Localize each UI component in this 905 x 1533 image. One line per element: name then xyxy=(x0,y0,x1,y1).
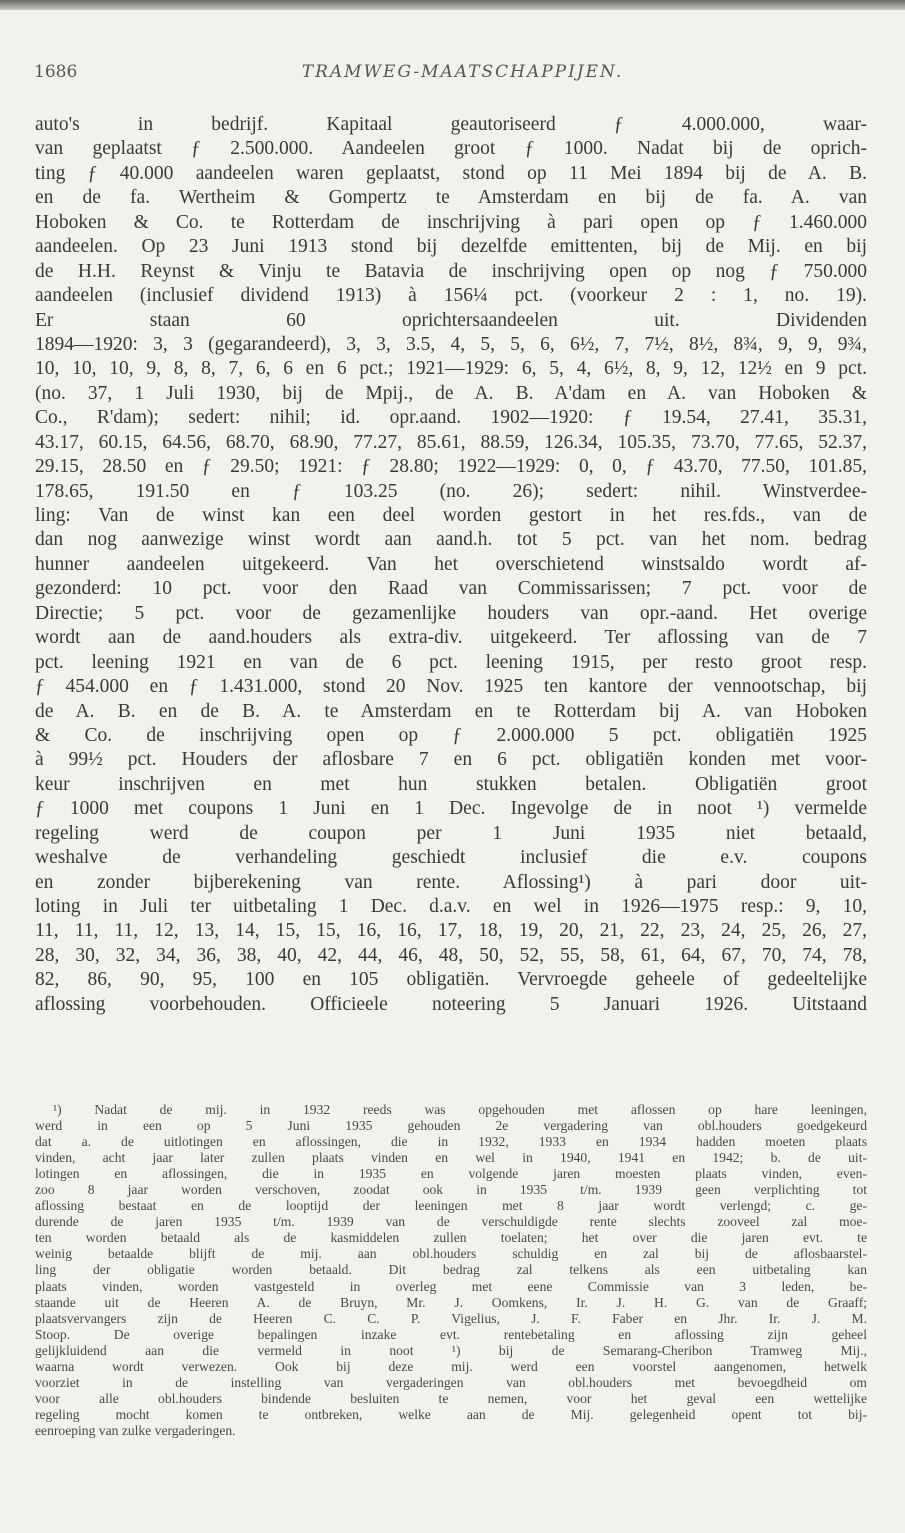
page-header xyxy=(34,62,871,88)
body-line: 178.65, 191.50 en ƒ 103.25 (no. 26); sedert: nihil. Winstverdee- xyxy=(35,480,867,502)
body-line: keur inschrijven en met hun stukken betalen. Obligatiën groot xyxy=(35,773,867,795)
body-line: hunner aandeelen uitgekeerd. Van het overschietend winstsaldo wordt af- xyxy=(35,553,867,575)
body-line: aandeelen (inclusief dividend 1913) à 156¼ pct. (voorkeur 2 : 1, no. 19). xyxy=(35,285,867,307)
footnote-line: eenroeping van zulke vergaderingen. xyxy=(35,1422,236,1438)
footnote-line: waarna wordt verwezen. Ook bij deze mij. werd een voorstel aangenomen, hetwelk xyxy=(35,1358,867,1374)
body-line: dan nog aanwezige winst wordt aan aand.h. tot 5 pct. van het nom. bedrag xyxy=(35,529,867,551)
body-line: (no. 37, 1 Juli 1930, bij de Mpij., de A. B. A'dam en A. van Hoboken & xyxy=(35,382,867,404)
footnote-line: durende de jaren 1935 t/m. 1939 van de verschuldigde rente slechts zooveel zal moe- xyxy=(35,1214,867,1230)
body-line: weshalve de verhandeling geschiedt inclusief die e.v. coupons xyxy=(35,847,867,869)
body-line: ƒ 1000 met coupons 1 Juni en 1 Dec. Ingevolge de in noot ¹) vermelde xyxy=(35,798,867,820)
body-line: & Co. de inschrijving open op ƒ 2.000.000 5 pct. obligatiën 1925 xyxy=(35,724,867,746)
footnote-line: zoo 8 jaar worden verschoven, zoodat ook in 1935 t/m. 1939 geen verplichting tot xyxy=(35,1182,867,1198)
body-line: de A. B. en de B. A. te Amsterdam en te Rotterdam bij A. van Hoboken xyxy=(35,700,867,722)
footnote-line: plaats vinden, worden vastgesteld in overleg met eene Commissie van 3 leden, be- xyxy=(35,1278,867,1294)
footnote-line: voorziet in de instelling van vergaderingen van obl.houders met bevoegdheid om xyxy=(35,1374,867,1390)
running-title: TRAMWEG-MAATSCHAPPIJEN. xyxy=(301,62,624,82)
page-number: 1686 xyxy=(34,62,78,82)
body-line: 11, 11, 11, 12, 13, 14, 15, 15, 16, 16, 17, 18, 19, 20, 21, 22, 23, 24, 25, 26, 27, xyxy=(35,920,867,942)
footnote-line: Stoop. De overige bepalingen inzake evt. rentebetaling en aflossing zijn geheel xyxy=(35,1326,867,1342)
footnote-line: staande uit de Heeren A. de Bruyn, Mr. J. Oomkens, Ir. J. H. G. van de Graaff; xyxy=(35,1294,867,1310)
body-line: auto's in bedrijf. Kapitaal geautoriseerd ƒ 4.000.000, waar- xyxy=(35,114,867,135)
body-line: Hoboken & Co. te Rotterdam de inschrijving à pari open op ƒ 1.460.000 xyxy=(35,211,867,233)
body-line: ƒ 454.000 en ƒ 1.431.000, stond 20 Nov. 1925 ten kantore der vennootschap, bij xyxy=(35,676,867,698)
footnote-line: plaatsvervangers zijn de Heeren C. C. P. Vigelius, J. F. Faber en Jhr. Ir. J. M. xyxy=(35,1310,867,1326)
body-line: wordt aan de aand.houders als extra-div. uitgekeerd. Ter aflossing van de 7 xyxy=(35,627,867,649)
footnote-line: vinden, acht jaar later zullen plaats vinden en wel in 1940, 1941 en 1942; b. de uit- xyxy=(35,1150,867,1166)
body-line: regeling werd de coupon per 1 Juni 1935 niet betaald, xyxy=(35,822,867,844)
footnote-line: dat a. de uitlotingen en aflossingen, die in 1932, 1933 en 1934 hadden moeten plaats xyxy=(35,1134,867,1150)
footnote-line: ¹) Nadat de mij. in 1932 reeds was opgehouden met aflossen op hare leeningen, xyxy=(53,1102,867,1117)
body-line: pct. leening 1921 en van de 6 pct. leening 1915, per resto groot resp. xyxy=(35,651,867,673)
body-line: aandeelen. Op 23 Juni 1913 stond bij dezelfde emittenten, bij de Mij. en bij xyxy=(35,236,867,258)
footnote-line: weinig betaalde blijft de mij. aan obl.houders schuldig en zal bij de aflosbaarstel- xyxy=(35,1246,867,1262)
body-line: aflossing voorbehouden. Officieele noteering 5 Januari 1926. Uitstaand xyxy=(35,993,867,1015)
body-line: 43.17, 60.15, 64.56, 68.70, 68.90, 77.27, 85.61, 88.59, 126.34, 105.35, 73.70, 77.65, 52.37, xyxy=(35,431,867,453)
body-line: van geplaatst ƒ 2.500.000. Aandeelen groot ƒ 1000. Nadat bij de oprich- xyxy=(35,138,867,160)
footnote-line: gelijkluidend aan die vermeld in noot ¹) bij de Semarang-Cheribon Tramweg Mij., xyxy=(35,1342,867,1358)
body-line: Co., R'dam); sedert: nihil; id. opr.aand. 1902—1920: ƒ 19.54, 27.41, 35.31, xyxy=(35,407,867,429)
footnote-line: aflossing bestaat en de looptijd der leeningen met 8 jaar wordt verlengd; c. ge- xyxy=(35,1198,867,1214)
body-line: 28, 30, 32, 34, 36, 38, 40, 42, 44, 46, 48, 50, 52, 55, 58, 61, 64, 67, 70, 74, 78, xyxy=(35,944,867,966)
body-line: à 99½ pct. Houders der aflosbare 7 en 6 pct. obligatiën konden met voor- xyxy=(35,749,867,771)
body-line: en zonder bijberekening van rente. Aflossing¹) à pari door uit- xyxy=(35,871,867,893)
footnote-line: ling der obligatie worden betaald. Dit bedrag zal telkens als een uitbetaling kan xyxy=(35,1262,867,1278)
body-line: ting ƒ 40.000 aandeelen waren geplaatst, stond op 11 Mei 1894 bij de A. B. xyxy=(35,162,867,184)
body-line: 82, 86, 90, 95, 100 en 105 obligatiën. Vervroegde geheele of gedeeltelijke xyxy=(35,969,867,991)
footnote-line: werd in een op 5 Juni 1935 gehouden 2e vergadering van obl.houders goedgekeurd xyxy=(35,1118,867,1134)
footnote-line: voor alle obl.houders bindende besluiten te nemen, voor het geval een wettelijke xyxy=(35,1390,867,1406)
footnotes xyxy=(35,1102,867,1439)
body-line: loting in Juli ter uitbetaling 1 Dec. d.a.v. en wel in 1926—1975 resp.: 9, 10, xyxy=(35,896,867,917)
body-text xyxy=(35,113,867,1017)
body-line: de H.H. Reynst & Vinju te Batavia de inschrijving open op nog ƒ 750.000 xyxy=(35,260,867,282)
body-line: 29.15, 28.50 en ƒ 29.50; 1921: ƒ 28.80; 1922—1929: 0, 0, ƒ 43.70, 77.50, 101.85, xyxy=(35,456,867,478)
footnote-line: lotingen en aflossingen, die in 1935 en volgende jaren moesten plaats vinden, even- xyxy=(35,1166,867,1182)
body-line: gezonderd: 10 pct. voor den Raad van Commissarissen; 7 pct. voor de xyxy=(35,578,867,600)
body-line: Directie; 5 pct. voor de gezamenlijke houders van opr.-aand. Het overige xyxy=(35,602,867,624)
body-line: ling: Van de winst kan een deel worden gestort in het res.fds., van de xyxy=(35,505,867,526)
body-line: Er staan 60 oprichtersaandeelen uit. Dividenden xyxy=(35,309,867,331)
footnote-line: regeling mocht komen te ontbreken, welke aan de Mij. gelegenheid opent tot bij- xyxy=(35,1406,867,1422)
body-line: 10, 10, 10, 9, 8, 8, 7, 6, 6 en 6 pct.; 1921—1929: 6, 5, 4, 6½, 8, 9, 12, 12½ en 9 pct. xyxy=(35,358,867,380)
body-line: 1894—1920: 3, 3 (gegarandeerd), 3, 3, 3.5, 4, 5, 5, 6, 6½, 7, 7½, 8½, 8¾, 9, 9, 9¾, xyxy=(35,333,867,355)
body-line: en de fa. Wertheim & Gompertz te Amsterdam en bij de fa. A. van xyxy=(35,187,867,209)
footnote-line: ten worden betaald als de kasmiddelen zullen toelaten; het over die jaren evt. te xyxy=(35,1230,867,1246)
